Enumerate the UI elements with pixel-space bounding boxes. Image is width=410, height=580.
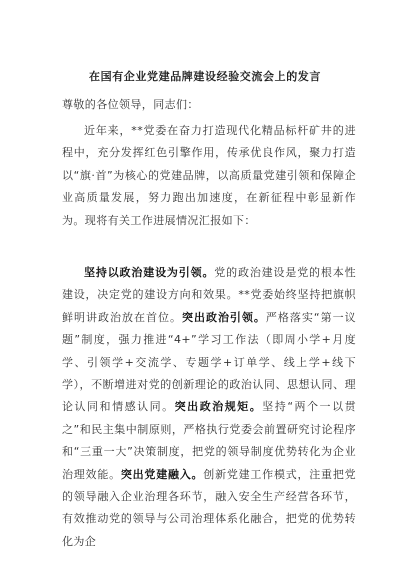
document-title: 在国有企业党建品牌建设经验交流会上的发言 — [89, 70, 321, 83]
paragraph-text: 创新党建工作模式，注重把党的领导融入企业治理各环节，融入安全生产经营各环节，有效推动党的领导与公司治理体系化融合，把党的优势转化为企 — [62, 467, 356, 548]
paragraph-text: 党的政治建设是党的根本性建设，决定党的建设方向和效果。**党委始终坚持把旗帜鲜明讲政治放在首位。 — [62, 266, 356, 324]
section-heading-political-construction: 坚持以政治建设为引领。 — [84, 266, 215, 279]
paragraph-text: 近年来，**党委在奋力打造现代化精品标杆矿井的进程中，充分发挥红色引擎作用，传承优良作风，聚力打造以“旗·首”为核心的党建品牌，以高质量党建引领和保障企业高质量发展，努力跑出加速度，在新征程中彰显新作为。现将有关工作进展情况汇报如下： — [62, 124, 356, 227]
paragraph-text: 严格落实“第一议题”制度，强力推进“4+”学习工作法（即周小学+月度学、引领学+交流学、专题学+订单学、线上学+线下学），不断增进对党的创新理论的政治认同、思想认同、理论认同和情感认同。 — [62, 310, 356, 414]
paragraph-text: 坚持“两个一以贯之”和民主集中制原则，严格执行党委会前置研究讨论程序和“三重一大”决策制度，把党的领导制度优势转化为企业治理效能。 — [62, 400, 356, 481]
subheading-political-rules: 突出政治规矩。 — [174, 400, 263, 414]
salutation: 尊敬的各位领导，同志们： — [62, 98, 199, 111]
paragraph-intro — [62, 120, 356, 232]
subheading-political-leadership: 突出政治引领。 — [181, 310, 266, 324]
paragraph-political-construction — [62, 262, 356, 553]
subheading-party-integration: 突出党建融入。 — [120, 467, 204, 481]
